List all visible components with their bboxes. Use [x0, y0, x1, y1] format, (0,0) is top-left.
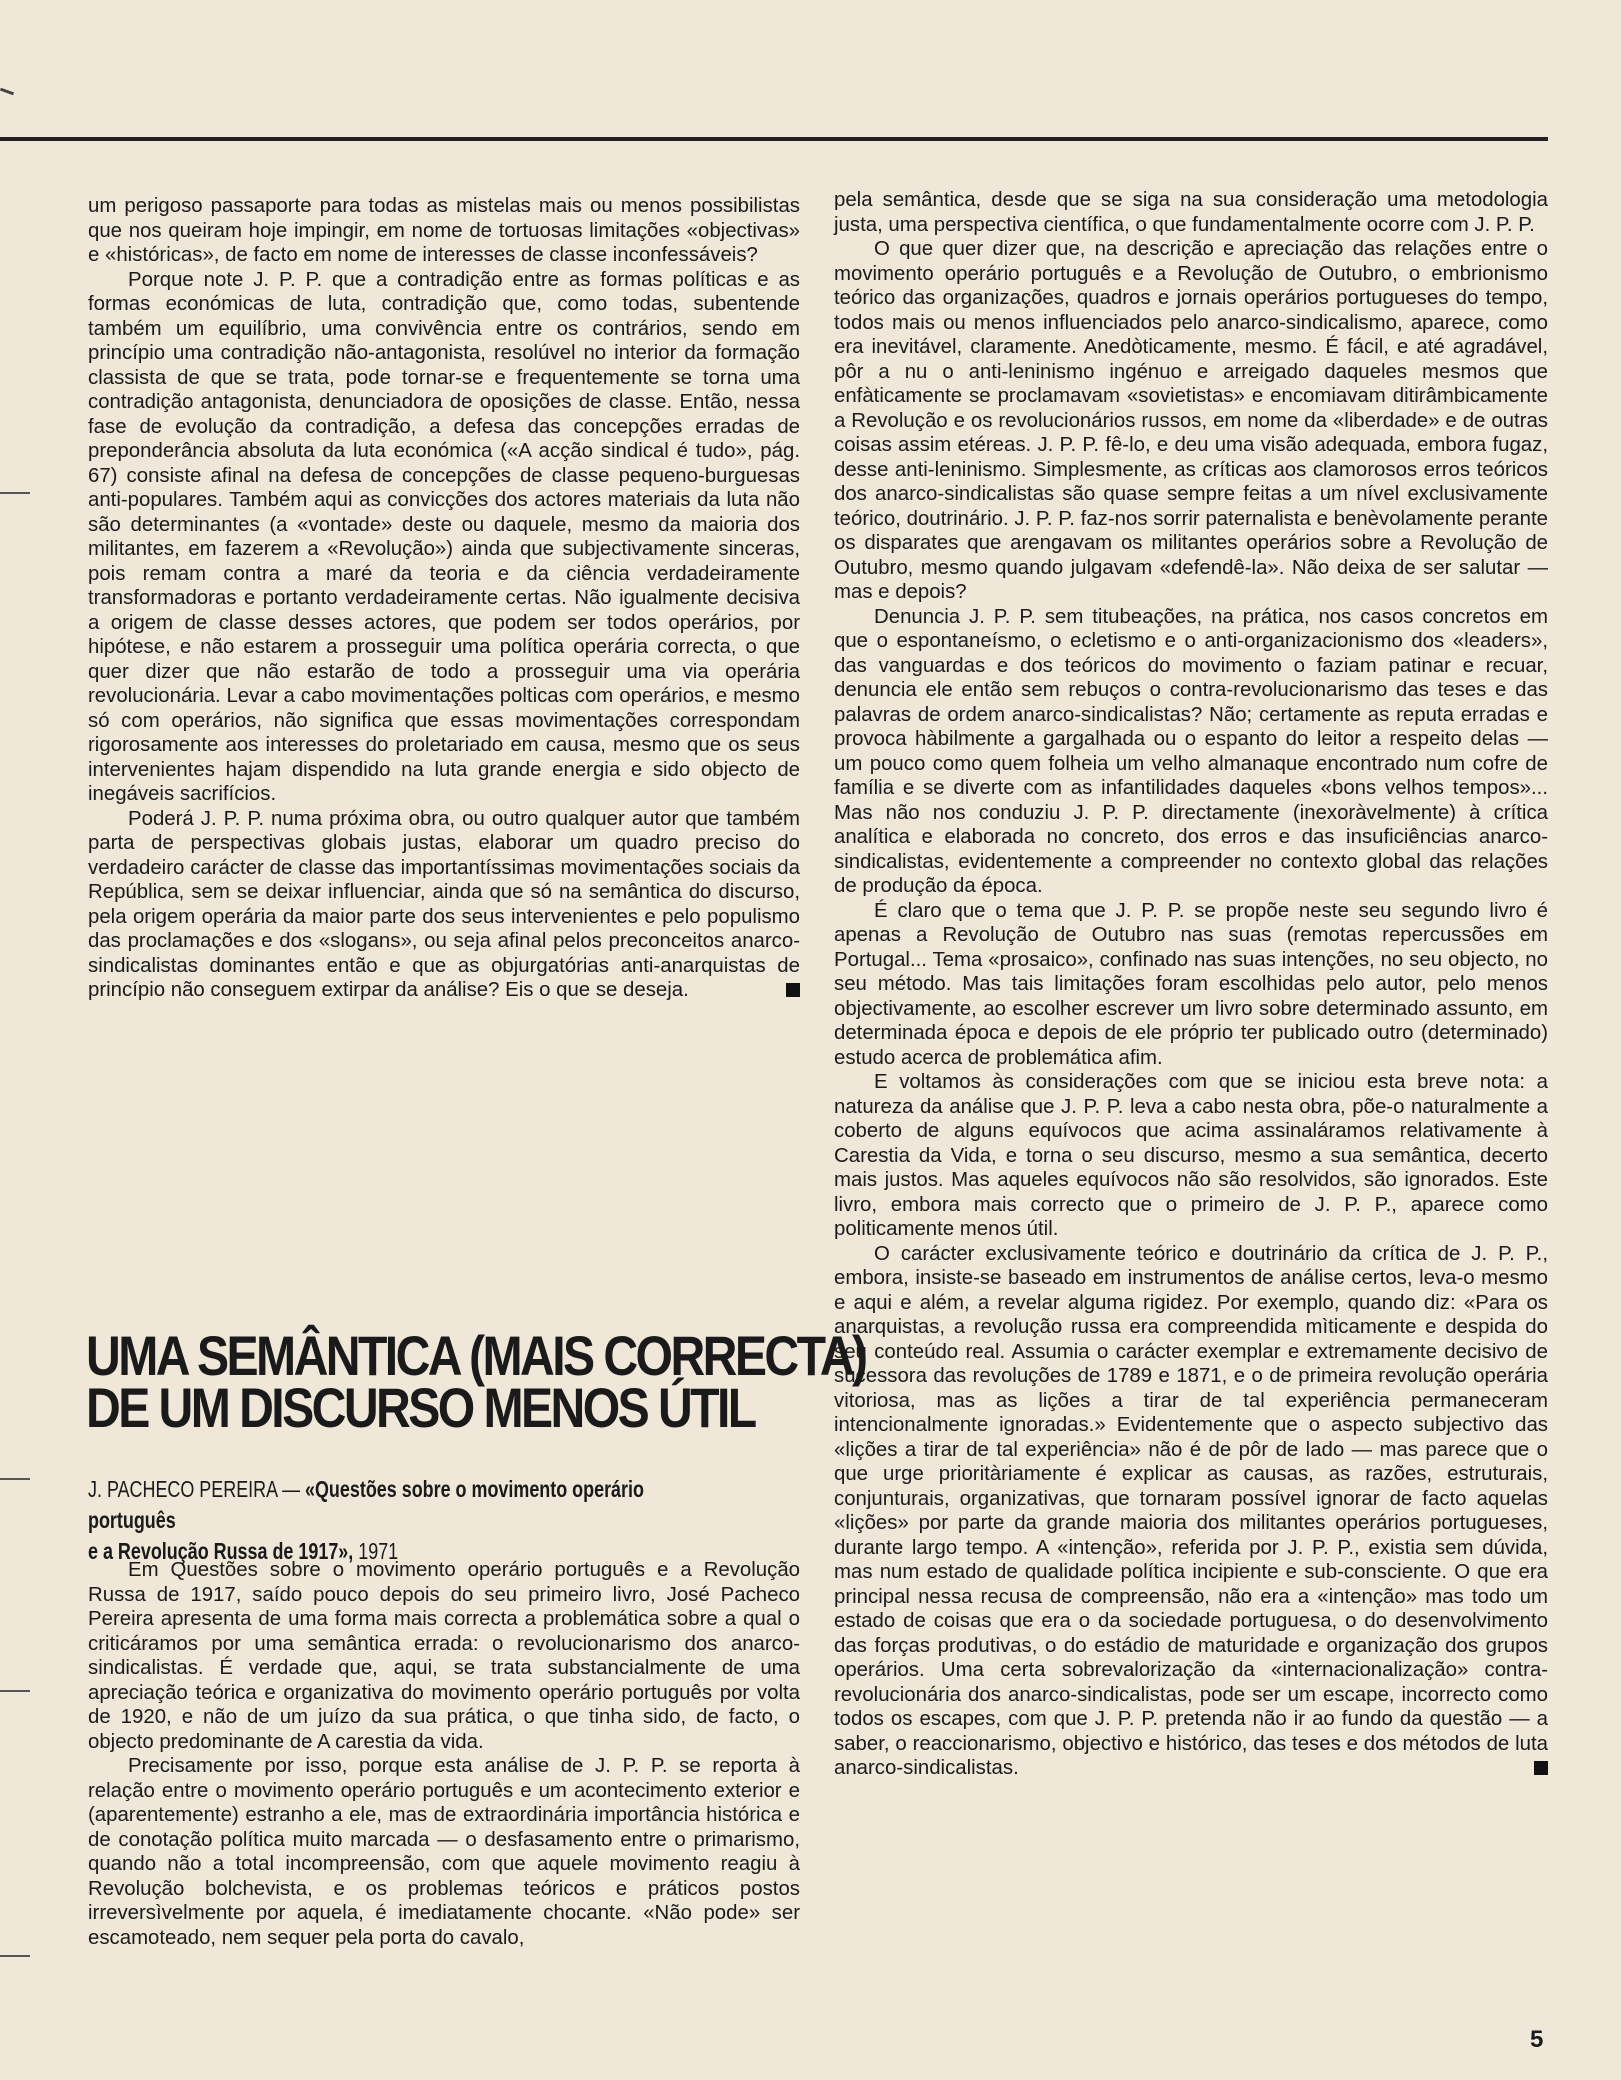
paragraph: Precisamente por isso, porque esta análise de J. P. P. se reporta à relação entre o movimento operário português e um acontecimento exterior e (aparentemente) estranho a ele, mas de extraordinária importância histórica e de conotação política muito marcada — o desfasamento entre o primarismo, quando não a total incompreensão, com que aquele movimento reagiu à Revolução bolchevista, e os problemas teóricos e práticos postos irreversìvelmente por aquela, é imediatamente chocante. «Não pode» ser escamoteado, nem sequer pela porta do cavalo,: [88, 1755, 800, 1949]
paragraph: Porque note J. P. P. que a contradição entre as formas políticas e as formas económicas de luta, contradição que, como todas, subentende também um equilíbrio, uma convivência entre os contrários, sendo em princípio uma contradição não-antagonista, resolúvel no interior da formação classista de que se trata, pode tornar-se e frequentemente se torna uma contradição antagonista, denunciadora de oposições de classe. Então, nessa fase de evolução da contradição, a defesa das concepções erradas de preponderância absoluta da luta económica («A acção sindical é tudo», pág. 67) consiste afinal na defesa de concepções de classe pequeno-burguesas anti-populares. Também aqui as convicções dos actores materiais da luta não são determinantes (a «vontade» deste ou daquele, mesmo da maioria dos militantes, em fazerem a «Revolução») ainda que subjectivamente sinceras, pois remam contra a maré da teoria e da ciência verdadeiramente transformadoras e portanto verdadeiramente certas. Não igualmente decisiva a origem de classe desses actores, que podem ser todos operários, por hipótese, e não estarem a prosseguir uma política operária correcta, o que quer dizer que não estarão de todo a prosseguir uma via operária revolucionária. Levar a cabo movimentações polticas com operários, e mesmo só com operários, não significa que essas movimentações correspondam rigorosamente aos interesses do proletariado em causa, mesmo que os seus intervenientes hajam dispendido na luta grande energia e sido objecto de inegáveis sacrifícios.: [88, 268, 800, 805]
margin-tick: [0, 1955, 30, 1957]
review-year: 1971: [358, 1538, 399, 1564]
title-line: UMA SEMÂNTICA (MAIS CORRECTA): [86, 1324, 866, 1387]
right-column: [834, 188, 1548, 1781]
end-mark: [1534, 1761, 1548, 1775]
left-column-top: [88, 194, 800, 1003]
paragraph: pela semântica, desde que se siga na sua consideração uma metodologia justa, uma perspectiva científica, o que fundamentalmente ocorre com J. P. P.: [834, 189, 1548, 236]
paragraph: Em Questões sobre o movimento operário português e a Revolução Russa de 1917, saído pouco depois do seu primeiro livro, José Pacheco Pereira apresenta de uma forma mais correcta a problemática sobre a qual o criticáramos por uma semântica errada: o revolucionarismo dos anarco-sindicalistas. É verdade que, aqui, se trata substancialmente de uma apreciação teórica e organizativa do movimento operário português por volta de 1920, e não de um juízo da sua prática, o que tinha sido, de facto, o objecto predominante de A carestia da vida.: [88, 1559, 800, 1753]
paragraph: É claro que o tema que J. P. P. se propõe neste seu segundo livro é apenas a Revolução de Outubro nas suas (remotas repercussões em Portugal... Tema «prosaico», confinado nas suas intenções, no seu objecto, no seu método. Mas tais limitações foram escolhidas pelo autor, pelo menos objectivamente, ao escolher escrever um livro sobre determinado assunto, em determinada época e depois de ele próprio ter publicado outro (determinado) estudo acerca de problemática afim.: [834, 899, 1548, 1069]
paragraph: um perigoso passaporte para todas as mistelas mais ou menos possibilistas que nos queiram hoje impingir, em nome de tortuosas limitações «objectivas» e «históricas», de facto em nome de interesses de classe inconfessáveis?: [88, 195, 800, 266]
paragraph: E voltamos às considerações com que se iniciou esta breve nota: a natureza da análise que J. P. P. leva a cabo nesta obra, põe-o naturalmente a coberto de alguns equívocos que acima assinaláramos relativamente à Carestia da Vida, e torna o seu discurso, mesmo a sua semântica, decerto mais justos. Mas aqueles equívocos não são resolvidos, são ignorados. Este livro, embora mais correcto que o primeiro de J. P. P., aparece como politicamente menos útil.: [834, 1071, 1548, 1240]
paragraph: O que quer dizer que, na descrição e apreciação das relações entre o movimento operário português e a Revolução de Outubro, o embrionismo teórico das organizações, quadros e jornais operários portugueses do tempo, todos mais ou menos influenciados pelo anarco-sindicalismo, aparece, como era inevitável, claramente. Anedòticamente, mesmo. É fácil, e até agradável, pôr a nu o anti-leninismo ingénuo e arreigado daqueles mesmos que enfàticamente se proclamavam «sovietistas» e encomiavam ditirâmbicamente a Revolução e os revolucionários russos, em nome da «liberdade» e de outras coisas assim etéreas. J. P. P. fê-lo, e deu uma visão adequada, embora fugaz, desse anti-leninismo. Simplesmente, as críticas aos clamorosos erros teóricos dos anarco-sindicalistas são quase sempre feitas a um nível exclusivamente teórico, doutrinário. J. P. P. faz-nos sorrir paternalista e benèvolamente perante os disparates que arengavam os militantes operários sobre a Revolução de Outubro, mesmo quando julgavam «defendê-la». Não deixa de ser salutar — mas e depois?: [834, 238, 1548, 603]
corner-mark: [0, 88, 14, 96]
margin-tick: [0, 1690, 30, 1692]
article-subtitle: [88, 1474, 712, 1567]
end-mark: [786, 983, 800, 997]
article-title: [86, 1324, 866, 1439]
paragraph: Denuncia J. P. P. sem titubeações, na prática, nos casos concretos em que o espontaneísmo, o ecletismo e o anti-organizacionismo dos «leaders», das vanguardas e dos teóricos do movimento o faziam patinar e recuar, denuncia ele então sem rebuços o contra-revolucionarismo das teses e das palavras de ordem anarco-sindicalistas? Não; certamente as reputa erradas e provoca hàbilmente a gargalhada ou o espanto do leitor a respeito delas — um pouco como quem folheia um velho almanaque encontrado num cofre de família e se diverte com as infantilidades daqueles «bons velhos tempos»... Mas não nos conduziu J. P. P. directamente (inexoràvelmente) à crítica analítica e elaborada no concreto, dos erros e das insuficiências anarco-sindicalistas, evidentemente a compreender no contexto global das relações de produção da época.: [834, 605, 1548, 897]
margin-tick: [0, 1478, 30, 1480]
title-line: DE UM DISCURSO MENOS ÚTIL: [86, 1376, 755, 1439]
review-author: J. PACHECO PEREIRA —: [88, 1476, 305, 1502]
paragraph: Poderá J. P. P. numa próxima obra, ou outro qualquer autor que também parta de perspectivas globais justas, elaborar um quadro preciso do verdadeiro carácter de classe das importantíssimas movimentações sociais da República, sem se deixar influenciar, ainda que só na semântica do discurso, pela origem operária da maior parte dos seus intervenientes e pelo populismo das proclamações e dos «slogans», ou seja afinal pelos preconceitos anarco-sindicalistas dominantes então e que as objurgatórias anti-anarquistas de princípio não conseguem extirpar da análise? Eis o que se deseja.: [88, 807, 800, 1001]
margin-tick: [0, 492, 30, 494]
header-rule: [0, 137, 1548, 141]
review-work: e a Revolução Russa de 1917»,: [88, 1538, 359, 1564]
review-work: «Questões sobre o movimento operário português: [88, 1476, 644, 1533]
paragraph: O carácter exclusivamente teórico e doutrinário da crítica de J. P. P., embora, insiste-se baseado em instrumentos de análise certos, leva-o mesmo e aqui e além, a revelar alguma rigidez. Por exemplo, quando diz: «Para os anarquistas, a revolução russa era compreendida mìticamente e despida do seu conteúdo real. Assumia o carácter exemplar e extremamente decisivo de sucessora das revoluções de 1789 e 1871, e o de primeira revolução operária vitoriosa, mas as lições a tirar de tal experiência permaneceram intencionalmente ignoradas.» Evidentemente que o aspecto subjectivo das «lições a tirar de tal experiência» não é de pôr de lado — mas parece que o que urge prioritàriamente é explicar as causas, as razões, estruturais, conjunturais, organizativas, que tornaram possível ignorar de facto aquelas «lições» por parte da grande maioria dos militantes operários portugueses, durante largo tempo. A «intenção», referida por J. P. P., existia sem dúvida, mas num estado de qualidade política incipiente e sub-consciente. O que era principal nessa recusa de compreensão, não era a «intenção» mas todo um estado de coisas que era o da sociedade portuguesa, o do desenvolvimento das forças produtivas, o do estádio de maturidade e organização dos grupos operários. Uma certa sobrevalorização da «internacionalização» contra-revolucionária dos anarco-sindicalistas, pode ser um escape, incorrecto como todos os escapes, com que J. P. P. pretenda não ir ao fundo da questão — a saber, o reaccionarismo, objectivo e histórico, das teses e dos métodos de luta anarco-sindicalistas.: [834, 1242, 1548, 1779]
left-column-bottom: [88, 1558, 800, 1950]
page-number: 5: [1530, 2026, 1544, 2053]
